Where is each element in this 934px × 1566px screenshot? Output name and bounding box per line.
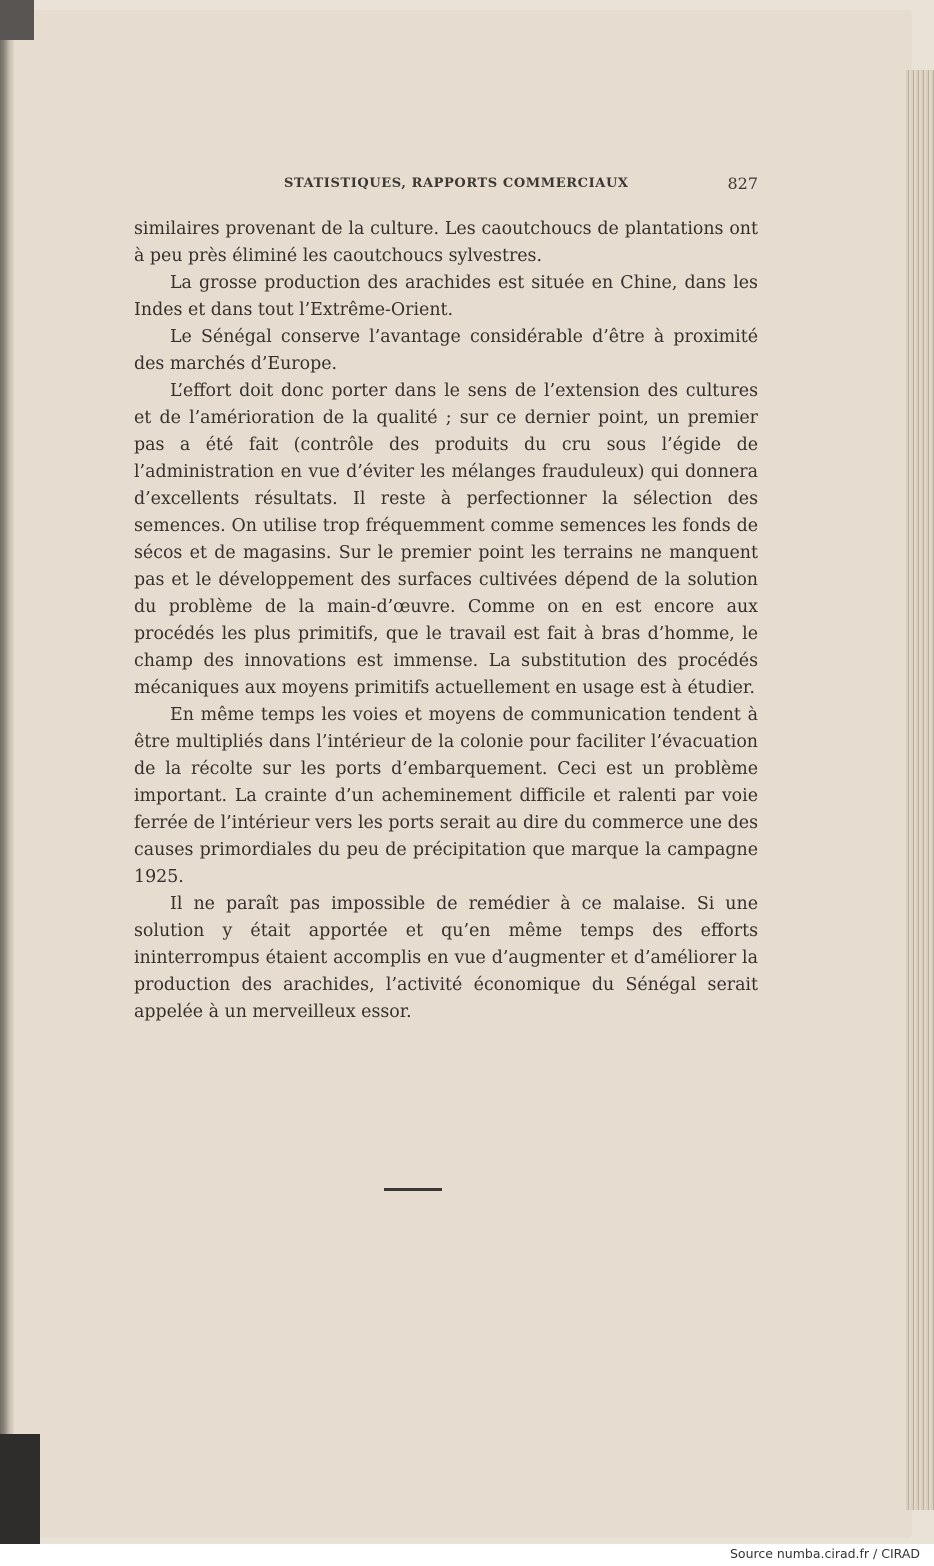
paragraph: Le Sénégal conserve l’avantage considérable d’être à proximité des marchés d’Europe. <box>134 327 758 374</box>
source-credit: Source numba.cirad.fr / CIRAD <box>729 1546 920 1561</box>
page-stack-edges <box>906 70 934 1510</box>
paragraph: En même temps les voies et moyens de communication tendent à être multipliés dans l’intérieur de la colonie pour faciliter l’évacuation de la récolte sur les ports d’embarquement. Ceci est un problème important. La crainte d’un acheminement difficile et ralenti par voie ferrée de l’intérieur vers les ports serait au dire du commerce une des causes primordiales du peu de précipitation que marque la campagne 1925. <box>134 705 758 887</box>
end-rule-divider <box>384 1188 442 1191</box>
page-number: 827 <box>727 174 758 193</box>
scan-background-bottom <box>0 1434 40 1544</box>
body-text <box>134 216 758 1026</box>
scan-background-corner <box>0 0 34 40</box>
paragraph: L’effort doit donc porter dans le sens de l’extension des cultures et de l’amérioration de la qualité ; sur ce dernier point, un premier pas a été fait (contrôle des produits du cru sous l’égide de l’administration en vue d’éviter les mélanges frauduleux) qui donnera d’excellents résultats. Il reste à perfectionner la sélection des semences. On utilise trop fréquemment comme semences les fonds de sécos et de magasins. Sur le premier point les terrains ne manquent pas et le développement des surfaces cultivées dépend de la solution du problème de la main-d’œuvre. Comme on en est encore aux procédés les plus primitifs, que le travail est fait à bras d’homme, le champ des innovations est immense. La substitution des procédés mécaniques aux moyens primitifs actuellement en usage est à étudier. <box>134 381 758 698</box>
running-title: STATISTIQUES, RAPPORTS COMMERCIAUX <box>284 176 629 191</box>
page-header <box>284 176 758 198</box>
paragraph: Il ne paraît pas impossible de remédier à ce malaise. Si une solution y était apportée et qu’en même temps des efforts ininterrompus étaient accomplis en vue d’augmenter et d’améliorer la production des arachides, l’activité économique du Sénégal serait appelée à un merveilleux essor. <box>134 894 758 1022</box>
paragraph: similaires provenant de la culture. Les caoutchoucs de plantations ont à peu près éliminé les caoutchoucs sylvestres. <box>134 219 758 266</box>
paragraph: La grosse production des arachides est située en Chine, dans les Indes et dans tout l’Extrême-Orient. <box>134 273 758 320</box>
book-binding-edge <box>0 0 14 1544</box>
